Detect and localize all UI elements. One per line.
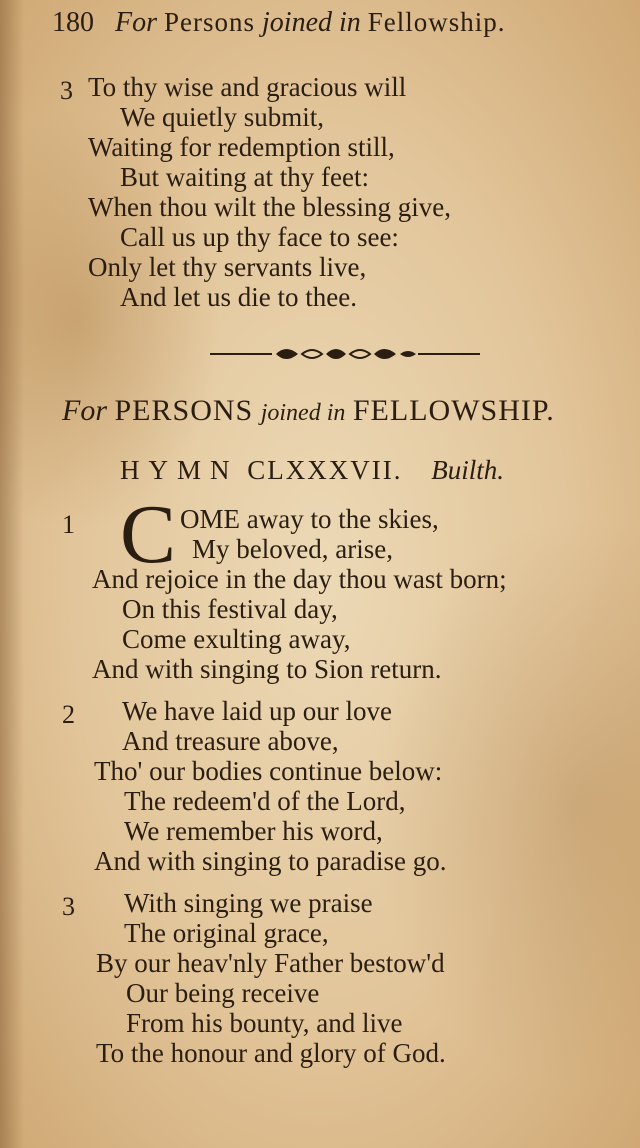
verse-line: But waiting at thy feet: [120,162,369,192]
verse-line: And with singing to Sion return. [92,654,442,684]
drop-cap: C [120,488,177,581]
verse-line: My beloved, arise, [192,534,393,564]
verse-line: Waiting for redemption still, [88,132,395,162]
verse-number: 3 [62,892,75,921]
running-head-for: For [115,7,157,38]
verse-line: Tho' our bodies continue below: [94,756,443,786]
section-title-for: For [62,394,107,427]
tune-name: Builth. [431,455,504,485]
verse-line: Call us up thy face to see: [120,222,399,252]
verse-line: When thou wilt the blessing give, [88,192,451,222]
verse-line: The redeem'd of the Lord, [124,786,406,816]
verse-line: On this festival day, [122,594,338,624]
page-number: 180 [52,7,94,38]
running-head [52,2,640,42]
verse-line: Come exulting away, [122,624,351,654]
hymn-word: HYMN [120,455,239,485]
verse-line: To thy wise and gracious will [88,72,407,102]
verse-line: Only let thy servants live, [88,252,367,282]
verse-line: We remember his word, [124,816,383,846]
verse-line: The original grace, [124,918,329,948]
verse-line: We have laid up our love [122,696,392,726]
verse-line: And let us die to thee. [120,282,357,312]
running-head-persons: Persons [164,7,256,37]
section-title-persons: PERSONS [114,394,254,427]
hymn-heading [120,452,590,488]
first-word-rest: OME [180,504,240,534]
verse-line: To the honour and glory of God. [96,1038,446,1068]
running-head-joined-in: joined in [262,7,361,38]
verse-line: And with singing to paradise go. [94,846,447,876]
section-title [62,392,632,432]
verse-number: 1 [62,510,75,539]
section-title-joined-in: joined in [260,400,346,426]
verse-line: Our being receive [126,978,320,1008]
running-head-fellowship: Fellowship. [367,7,506,37]
verse-line: And rejoice in the day thou wast born; [92,564,507,594]
section-title-fellowship: FELLOWSHIP. [352,394,555,427]
verse-number: 3 [60,76,73,105]
verse-number: 2 [62,700,75,729]
verse-line: From his bounty, and live [126,1008,403,1038]
first-line-rest: away to the skies, [246,504,439,534]
verse-line: We quietly submit, [120,102,325,132]
verse-line: By our heav'nly Father bestow'd [96,948,445,978]
verse-line: And treasure above, [122,726,339,756]
hymn-number: CLXXXVII. [247,455,403,485]
verse-line-first [180,504,439,534]
verse-line: With singing we praise [124,888,373,918]
ornamental-divider [210,342,480,366]
page-gutter-shadow [0,0,24,1148]
